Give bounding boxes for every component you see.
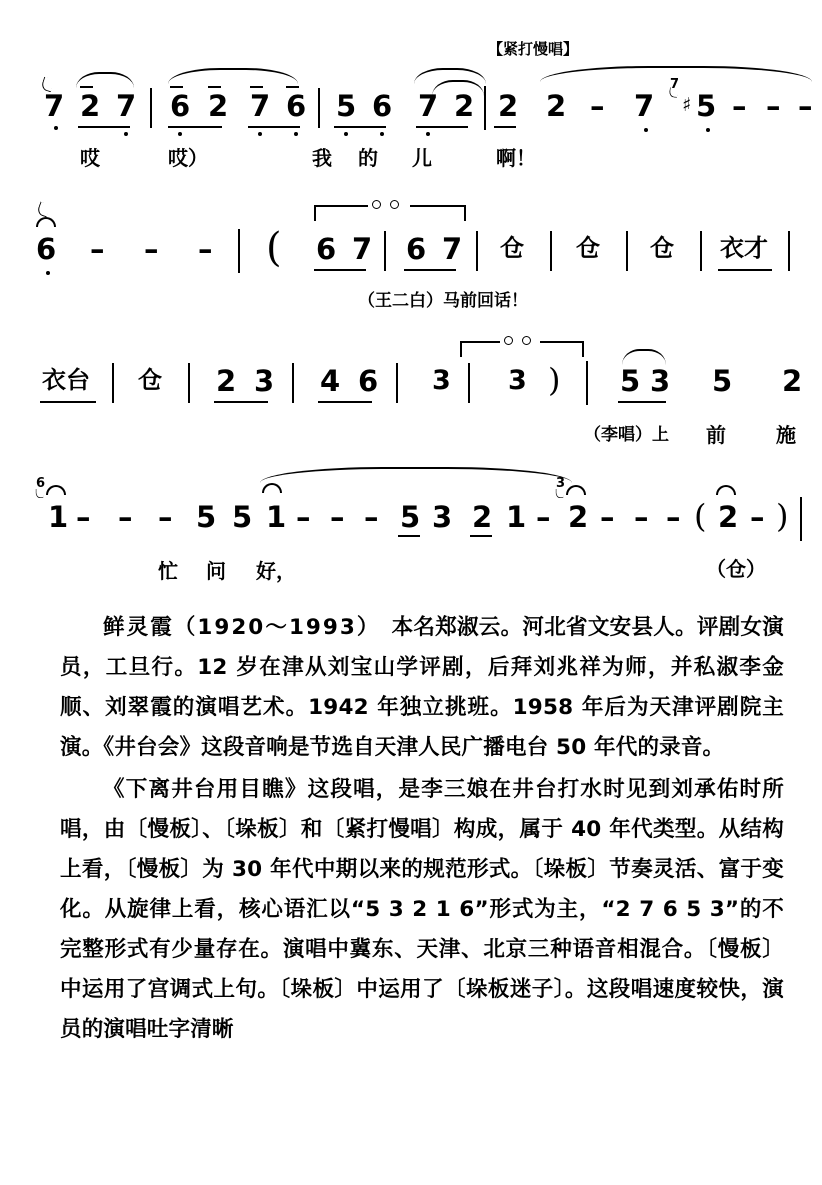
octave-dot-low <box>178 132 182 136</box>
barline <box>484 86 486 130</box>
note-2: 2 <box>568 500 589 534</box>
percussion-syllable: 仓 <box>500 234 524 262</box>
fermata-icon <box>36 217 56 227</box>
sustain-dash: – <box>536 500 551 534</box>
beam-under <box>718 269 772 271</box>
note-5: 5 <box>712 364 733 398</box>
barline <box>150 88 152 128</box>
lyric-2: 哎） <box>168 146 208 170</box>
grace-tail-icon <box>556 489 564 498</box>
note-2: 2 <box>472 500 493 534</box>
note-3: 3 <box>254 364 275 398</box>
percussion-syllable: 仓 <box>576 234 600 262</box>
note-3: 3 <box>650 364 671 398</box>
octave-dot-low <box>258 132 262 136</box>
staff-row-1 <box>28 77 813 140</box>
note-2: 2 <box>782 364 803 398</box>
note-2: 2 <box>216 364 237 398</box>
sustain-dash: – <box>750 500 765 534</box>
note-7: 7 <box>418 89 439 123</box>
note-2: 2 <box>80 89 101 123</box>
note-7: 7 <box>44 89 65 123</box>
barline <box>800 497 802 541</box>
repeat-circle-icon <box>372 200 381 209</box>
note-5: 5 <box>620 364 641 398</box>
sustain-dash: – <box>118 500 133 534</box>
barline <box>112 363 114 403</box>
barline <box>238 229 240 273</box>
note-2: 2 <box>454 89 475 123</box>
sustain-dash: – <box>634 500 649 534</box>
sustain-dash: – <box>732 89 747 123</box>
sustain-dash: – <box>666 500 681 534</box>
upper-beam <box>80 86 93 88</box>
beam-under <box>318 401 372 403</box>
octave-dot-low <box>644 128 648 132</box>
barline <box>384 231 386 271</box>
sustain-dash: – <box>600 500 615 534</box>
note-6: 6 <box>406 232 427 266</box>
beam-under <box>470 535 492 537</box>
percussion-paren: （仓） <box>706 557 766 581</box>
lyric-1: 忙 <box>158 559 178 583</box>
beam-under <box>78 126 130 128</box>
paragraph-bio <box>60 608 784 768</box>
note-2: 2 <box>718 500 739 534</box>
beam-under <box>494 126 516 128</box>
note-3: 3 <box>432 500 453 534</box>
sustain-dash: – <box>766 89 781 123</box>
note-6: 6 <box>358 364 379 398</box>
beam-under <box>618 401 666 403</box>
barline <box>292 363 294 403</box>
lyric-2: 问 <box>206 559 226 583</box>
octave-dot-low <box>344 132 348 136</box>
sustain-dash: – <box>158 500 173 534</box>
grace-note-6: 6 <box>36 476 46 491</box>
percussion-syllable: 衣才 <box>720 234 768 262</box>
note-7: 7 <box>634 89 655 123</box>
note-1: 1 <box>506 500 527 534</box>
fermata-icon <box>46 485 66 495</box>
repeat-circle-icon <box>522 336 531 345</box>
paragraph-analysis: 《下离井台用目瞧》这段唱，是李三娘在井台打水时见到刘承佑时所唱，由〔慢板〕、〔垛板〕和〔紧打慢唱〕构成，属于 40 年代类型。从结构上看，〔慢板〕为 30 年代中期以来的规范形式。〔垛板〕节奏灵活、富于变化。从旋律上看，核心语汇以“5 3 2 1 6”形式为主，“2 7 6 5 3”的不完整形式有少量存在。演唱中冀东、天津、北京三种语音相混合。〔慢板〕中运用了宫调式上句。〔垛板〕中运用了〔垛板迷子〕。这段唱速度较快，演员的演唱吐字清晰 <box>60 777 784 1042</box>
fermata-icon <box>566 485 586 495</box>
upper-beam <box>170 86 183 88</box>
note-4: 4 <box>320 364 341 398</box>
lyric-6: 啊！ <box>496 146 536 170</box>
staff-row-3 <box>28 361 803 415</box>
sustain-dash: – <box>76 500 91 534</box>
note-5: 5 <box>232 500 253 534</box>
spoken-line: （王二白）马前回话！ <box>358 291 528 311</box>
note-1: 1 <box>266 500 287 534</box>
grace-note-3: 3 <box>556 476 566 491</box>
lyric-2: 施 <box>776 423 796 447</box>
sustain-dash: – <box>90 232 105 266</box>
beam-under <box>398 535 420 537</box>
upper-beam <box>250 86 263 88</box>
beam-under <box>334 126 386 128</box>
barline <box>626 231 628 271</box>
sharp-icon: ♯ <box>682 94 692 116</box>
note-5: 5 <box>696 89 717 123</box>
score-line-1 <box>28 30 813 195</box>
lyric-3: 好， <box>256 559 296 583</box>
barline <box>700 231 702 271</box>
fermata-icon <box>716 485 736 495</box>
score-line-2 <box>28 195 794 335</box>
octave-dot-low <box>426 132 430 136</box>
octave-dot-low <box>706 128 710 132</box>
barline <box>188 363 190 403</box>
barline <box>396 363 398 403</box>
note-2: 2 <box>546 89 567 123</box>
note-5: 5 <box>336 89 357 123</box>
beam-under <box>314 269 366 271</box>
lyric-1: 前 <box>706 423 726 447</box>
octave-dot-low <box>46 271 50 275</box>
grace-tail-icon <box>36 489 44 498</box>
beam-under <box>416 126 468 128</box>
sustain-dash: – <box>198 232 213 266</box>
sustain-dash: – <box>330 500 345 534</box>
sustain-dash: – <box>590 89 605 123</box>
octave-dot-low <box>294 132 298 136</box>
note-6: 6 <box>286 89 307 123</box>
octave-dot-low <box>124 132 128 136</box>
beam-under <box>248 126 300 128</box>
note-6: 6 <box>372 89 393 123</box>
staff-row-4 <box>28 476 794 551</box>
lyric-1: 哎 <box>80 146 100 170</box>
section-marking: 【紧打慢唱】 <box>488 40 579 58</box>
sustain-dash: – <box>364 500 379 534</box>
barline <box>586 361 588 405</box>
note-6: 6 <box>36 232 57 266</box>
barline <box>550 231 552 271</box>
lyric-4: 的 <box>358 146 378 170</box>
percussion-syllable: 仓 <box>650 234 674 262</box>
repeat-circle-icon <box>390 200 399 209</box>
beam-under <box>168 126 222 128</box>
octave-dot-low <box>380 132 384 136</box>
note-2: 2 <box>208 89 229 123</box>
note-2: 2 <box>498 89 519 123</box>
beam-under <box>404 269 456 271</box>
note-7: 7 <box>116 89 137 123</box>
note-7: 7 <box>442 232 463 266</box>
slur-icon <box>622 349 666 365</box>
beam-under <box>40 401 96 403</box>
slur-icon <box>168 68 298 84</box>
sustain-dash: – <box>798 89 813 123</box>
barline <box>476 231 478 271</box>
upper-beam <box>208 86 221 88</box>
percussion-syllable: 衣台 <box>42 366 90 394</box>
octave-dot-low <box>54 126 58 130</box>
sustain-dash: – <box>296 500 311 534</box>
sustain-dash: – <box>144 232 159 266</box>
performer-name: 鲜灵霞（1920～1993） <box>103 615 370 640</box>
note-6: 6 <box>170 89 191 123</box>
paren-open: ( <box>266 225 282 271</box>
repeat-circle-icon <box>504 336 513 345</box>
grace-tail-icon <box>36 202 51 218</box>
score-line-3 <box>28 335 803 475</box>
barline <box>318 88 320 128</box>
grace-tail-icon <box>669 87 678 98</box>
spoken-line: （李唱）上 <box>584 425 669 445</box>
note-6: 6 <box>316 232 337 266</box>
note-3: 3 <box>508 365 527 396</box>
fermata-icon <box>262 483 282 493</box>
bio-text: 本名郑淑云。河北省文安县人。评剧女演员，工旦行。12 岁在津从刘宝山学评剧，后拜刘兆祥为师，并私淑李金顺、刘翠霞的演唱艺术。1942 年独立挑班。1958 年后为天津评剧院主演。《井台会》这段音响是节选自天津人民广播电台 50 年代的录音。 <box>60 615 784 760</box>
note-3: 3 <box>432 365 451 396</box>
paren-open: ( <box>694 497 707 535</box>
note-7: 7 <box>250 89 271 123</box>
barline <box>468 363 470 403</box>
paren-close: ) <box>548 361 561 399</box>
paren-close: ) <box>776 497 789 535</box>
note-5: 5 <box>196 500 217 534</box>
staff-row-2 <box>28 225 794 283</box>
note-1: 1 <box>48 500 69 534</box>
percussion-syllable: 仓 <box>138 366 162 394</box>
lyric-3: 我 <box>312 146 332 170</box>
upper-beam <box>286 86 299 88</box>
score-line-4 <box>28 475 794 605</box>
grace-note-7: 7 <box>670 77 680 92</box>
beam-under <box>214 401 268 403</box>
lyric-5: 儿 <box>412 146 432 170</box>
note-5: 5 <box>400 500 421 534</box>
prose-block <box>60 608 784 1050</box>
barline <box>788 231 790 271</box>
note-7: 7 <box>352 232 373 266</box>
